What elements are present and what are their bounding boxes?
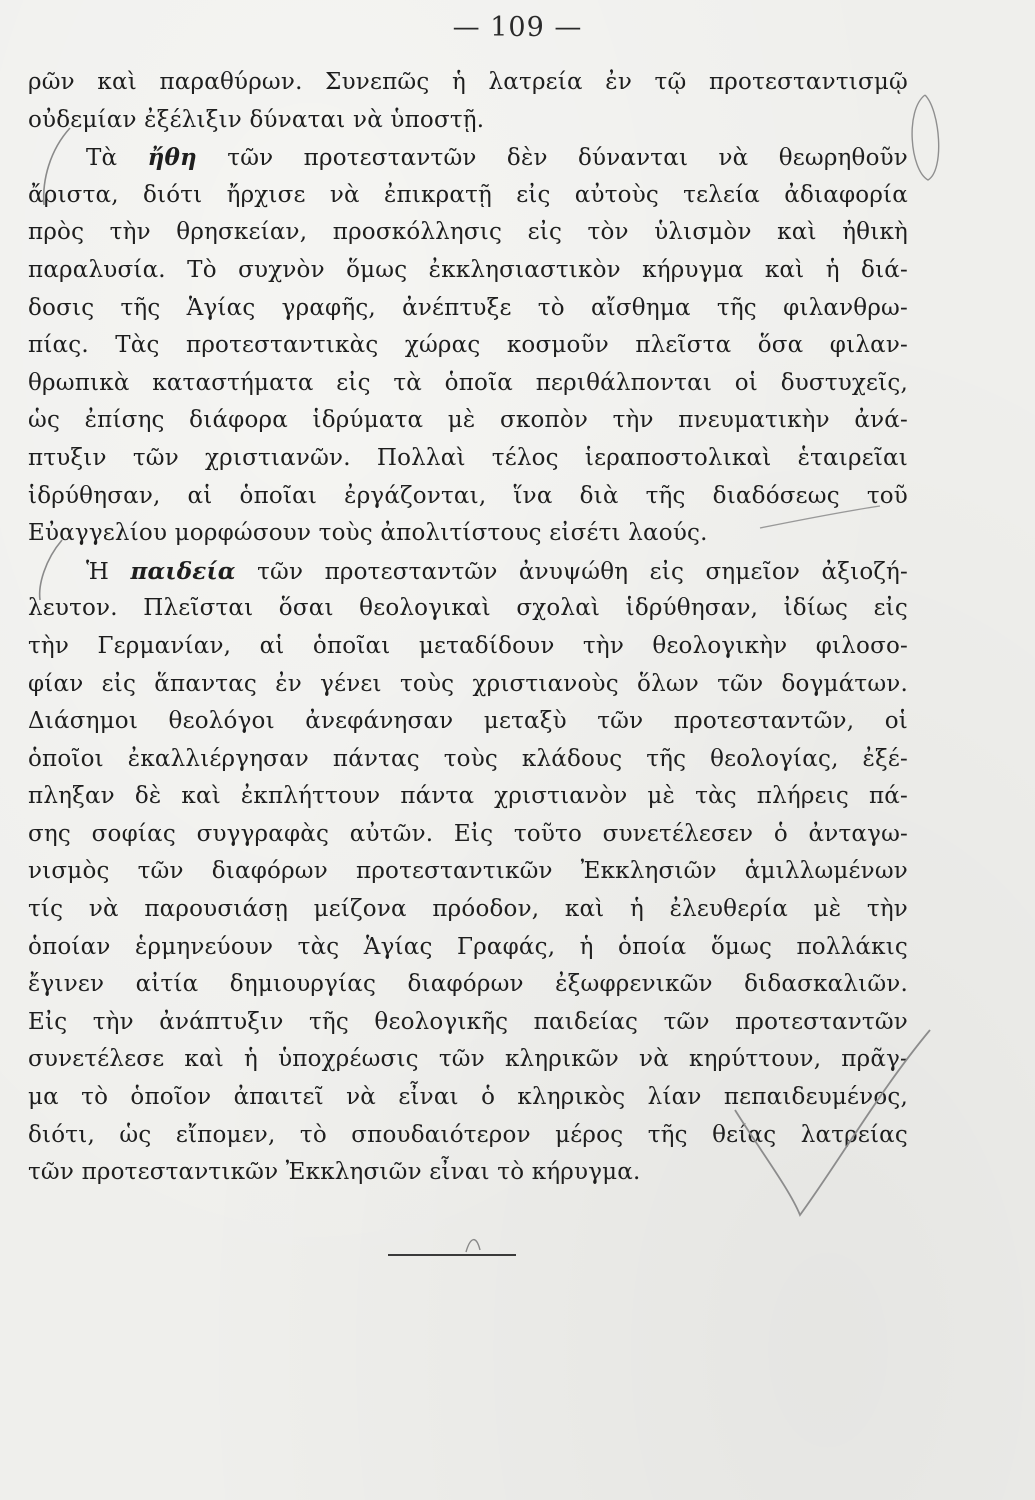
text-line: διότι, ὡς εἴπομεν, τὸ σπουδαιότερον μέρος τῆς θείας λατρείας: [28, 1121, 908, 1148]
text-line: ἔγινεν αἰτία δημιουργίας διαφόρων ἐξωφρενικῶν διδασκαλιῶν.: [28, 971, 908, 998]
text-run: τῶν προτεσταντῶν δὲν δύνανται νὰ θεωρηθοῦν: [196, 145, 908, 172]
text-line: μα τὸ ὁποῖον ἀπαιτεῖ νὰ εἶναι ὁ κληρικὸς λίαν πεπαιδευμένος,: [28, 1084, 908, 1111]
text-line: θρωπικὰ καταστήματα εἰς τὰ ὁποῖα περιθάλπονται οἱ δυστυχεῖς,: [28, 369, 908, 396]
text-line: συνετέλεσε καὶ ἡ ὑποχρέωσις τῶν κληρικῶν νὰ κηρύττουν, πρᾶγ-: [28, 1046, 908, 1073]
text-line: πρὸς τὴν θρησκείαν, προσκόλλησις εἰς τὸν ὑλισμὸν καὶ ἠθικὴ: [28, 219, 908, 246]
text-line: τῶν προτεσταντικῶν Ἐκκλησιῶν εἶναι τὸ κήρυγμα.: [28, 1159, 641, 1186]
text-line: παραλυσία. Τὸ συχνὸν ὅμως ἐκκλησιαστικὸν κήρυγμα καὶ ἡ διά-: [28, 256, 908, 283]
text-run: Ἡ: [86, 558, 131, 585]
pencil-mark: [466, 1240, 480, 1252]
text-line: σης σοφίας συγγραφὰς αὐτῶν. Εἰς τοῦτο συνετέλεσεν ὁ ἀνταγω-: [28, 820, 908, 847]
end-rule: [388, 1254, 516, 1256]
text-line: ρῶν καὶ παραθύρων. Συνεπῶς ἡ λατρεία ἐν τῷ προτεσταντισμῷ: [28, 69, 908, 95]
text-line: Εὐαγγελίου μορφώσουν τοὺς ἀπολιτίστους εἰσέτι λαούς.: [28, 520, 708, 547]
page-number: — 109 —: [452, 12, 583, 43]
emphasized-word: παιδεία: [130, 557, 236, 585]
text-line: ὁποῖοι ἐκαλλιέργησαν πάντας τοὺς κλάδους τῆς θεολογίας, ἐξέ-: [28, 745, 908, 772]
text-line: ἄριστα, διότι ἤρχισε νὰ ἐπικρατῇ εἰς αὐτοὺς τελεία ἀδιαφορία: [28, 181, 908, 208]
text-line: Εἰς τὴν ἀνάπτυξιν τῆς θεολογικῆς παιδείας τῶν προτεσταντῶν: [28, 1008, 908, 1035]
text-line: νισμὸς τῶν διαφόρων προτεσταντικῶν Ἐκκλησιῶν ἁμιλλωμένων: [28, 858, 908, 885]
text-run: τῶν προτεσταντῶν ἀνυψώθη εἰς σημεῖον ἀξιοζή-: [235, 558, 908, 585]
text-line: ἱδρύθησαν, αἱ ὁποῖαι ἐργάζονται, ἵνα διὰ τῆς διαδόσεως τοῦ: [28, 482, 908, 509]
text-line: [28, 553, 908, 591]
body-text: [28, 64, 908, 1192]
text-line: πίας. Τὰς προτεσταντικὰς χώρας κοσμοῦν πλεῖστα ὅσα φιλαν-: [28, 332, 908, 359]
text-line: [28, 139, 908, 177]
text-line: τὴν Γερμανίαν, αἱ ὁποῖαι μεταδίδουν τὴν θεολογικὴν φιλοσο-: [28, 632, 908, 659]
text-line: φίαν εἰς ἅπαντας ἐν γένει τοὺς χριστιανοὺς ὅλων τῶν δογμάτων.: [28, 670, 908, 697]
text-line: δοσις τῆς Ἁγίας γραφῆς, ἀνέπτυξε τὸ αἴσθημα τῆς φιλανθρω-: [28, 294, 908, 321]
emphasized-word: ἤθη: [147, 144, 197, 172]
text-line: πληξαν δὲ καὶ ἐκπλήττουν πάντα χριστιανὸν μὲ τὰς πλήρεις πά-: [28, 783, 908, 810]
text-line: τίς νὰ παρουσιάσῃ μείζονα πρόοδον, καὶ ἡ ἐλευθερία μὲ τὴν: [28, 896, 908, 923]
pencil-mark: [912, 95, 939, 180]
text-line: Διάσημοι θεολόγοι ἀνεφάνησαν μεταξὺ τῶν προτεσταντῶν, οἱ: [28, 708, 908, 735]
text-line: πτυξιν τῶν χριστιανῶν. Πολλαὶ τέλος ἱεραποστολικαὶ ἑταιρεῖαι: [28, 444, 908, 471]
text-line: οὐδεμίαν ἐξέλιξιν δύναται νὰ ὑποστῇ.: [28, 106, 485, 133]
text-line: λευτον. Πλεῖσται ὅσαι θεολογικαὶ σχολαὶ ἱδρύθησαν, ἰδίως εἰς: [28, 595, 908, 622]
text-line: ὁποίαν ἑρμηνεύουν τὰς Ἁγίας Γραφάς, ἡ ὁποία ὅμως πολλάκις: [28, 933, 908, 960]
text-run: Τὰ: [86, 145, 148, 172]
text-line: ὡς ἐπίσης διάφορα ἱδρύματα μὲ σκοπὸν τὴν πνευματικὴν ἀνά-: [28, 407, 908, 434]
